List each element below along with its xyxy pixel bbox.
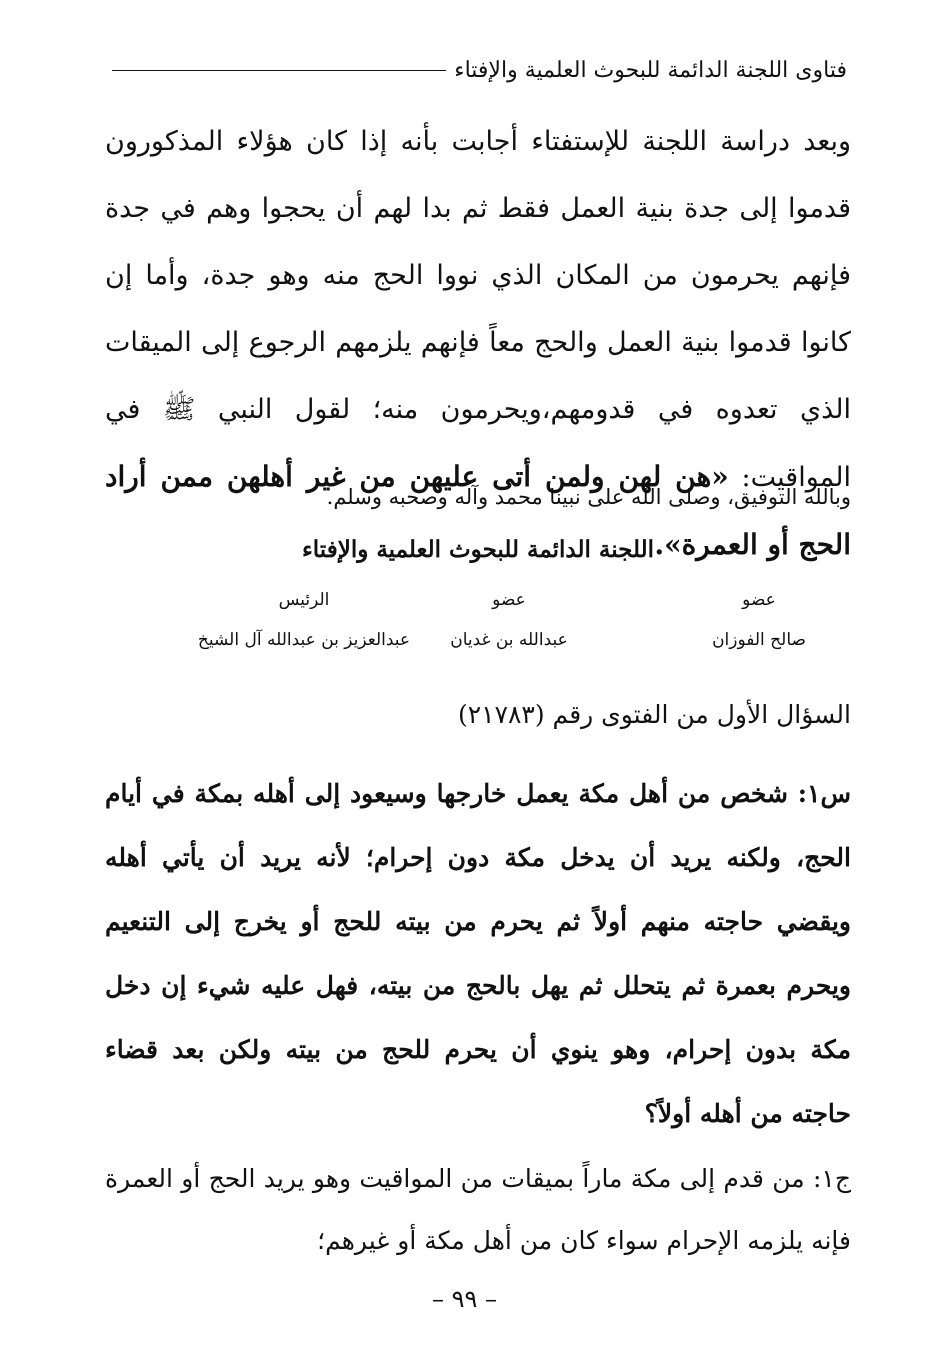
closing-line: وبالله التوفيق، وصلى الله على نبينا محمد وآله وصحبه وسلم. [326, 485, 851, 509]
answer-text: وبعد دراسة اللجنة للإستفتاء أجابت بأنه إذا كان هؤلاء المذكورون قدموا إلى جدة بنية العمل فقط ثم بدا لهم أن يحجوا وهم في جدة فإنهم يحرمون من المكان الذي نووا الحج منه وهو جدة، وأما إن كانوا قدموا بنية العمل والحج معاً فإنهم يلزمهم الرجوع إلى الميقات الذي تعدوه في قدومهم،ويحرمون منه؛ لقول النبي ﷺ في المواقيت: [105, 126, 851, 493]
signatory-name: عبدالعزيز بن عبدالله آل الشيخ [197, 630, 411, 650]
signatory-member-2 [409, 580, 609, 660]
signatory-chairman [184, 580, 424, 660]
header-title: فتاوى اللجنة الدائمة للبحوث العلمية والإفتاء [454, 58, 847, 83]
fatwa-reference: السؤال الأول من الفتوى رقم (٢١٧٨٣) [457, 700, 851, 729]
header-rule [112, 70, 446, 71]
hadith-quote: «هن لهن ولمن أتى عليهن من غير أهلهن ممن أراد الحج أو العمرة». [105, 460, 851, 561]
signatory-role: عضو [492, 590, 526, 610]
question-paragraph: س١: شخص من أهل مكة يعمل خارجها وسيعود إلى أهله بمكة في أيام الحج، ولكنه يريد أن يدخل مكة دون إحرام؛ لأنه يريد أن يأتي أهله ويقضي حاجته منهم أولاً ثم يحرم من بيته للحج أو يخرج إلى التنعيم ويحرم بعمرة ثم يتحلل ثم يهل بالحج من بيته، فهل عليه شيء إن دخل مكة بدون إحرام، وهو ينوي أن يحرم للحج من بيته ولكن بعد قضاء حاجته من أهله أولاً؟ [105, 779, 851, 1128]
committee-name: اللجنة الدائمة للبحوث العلمية والإفتاء [301, 536, 655, 563]
signatory-role: عضو [742, 590, 776, 610]
signatory-member-1 [679, 580, 839, 660]
signatory-name: عبدالله بن غديان [450, 630, 568, 650]
page-number: – ٩٩ – [431, 1285, 498, 1313]
reply-paragraph: ج١: من قدم إلى مكة ماراً بميقات من المواقيت وهو يريد الحج أو العمرة فإنه يلزمه الإحرام سواء كان من أهل مكة أو غيرهم؛ [105, 1164, 851, 1255]
running-header [112, 58, 847, 83]
signatory-role: الرئيس [278, 590, 330, 610]
signatory-name: صالح الفوزان [712, 630, 806, 650]
